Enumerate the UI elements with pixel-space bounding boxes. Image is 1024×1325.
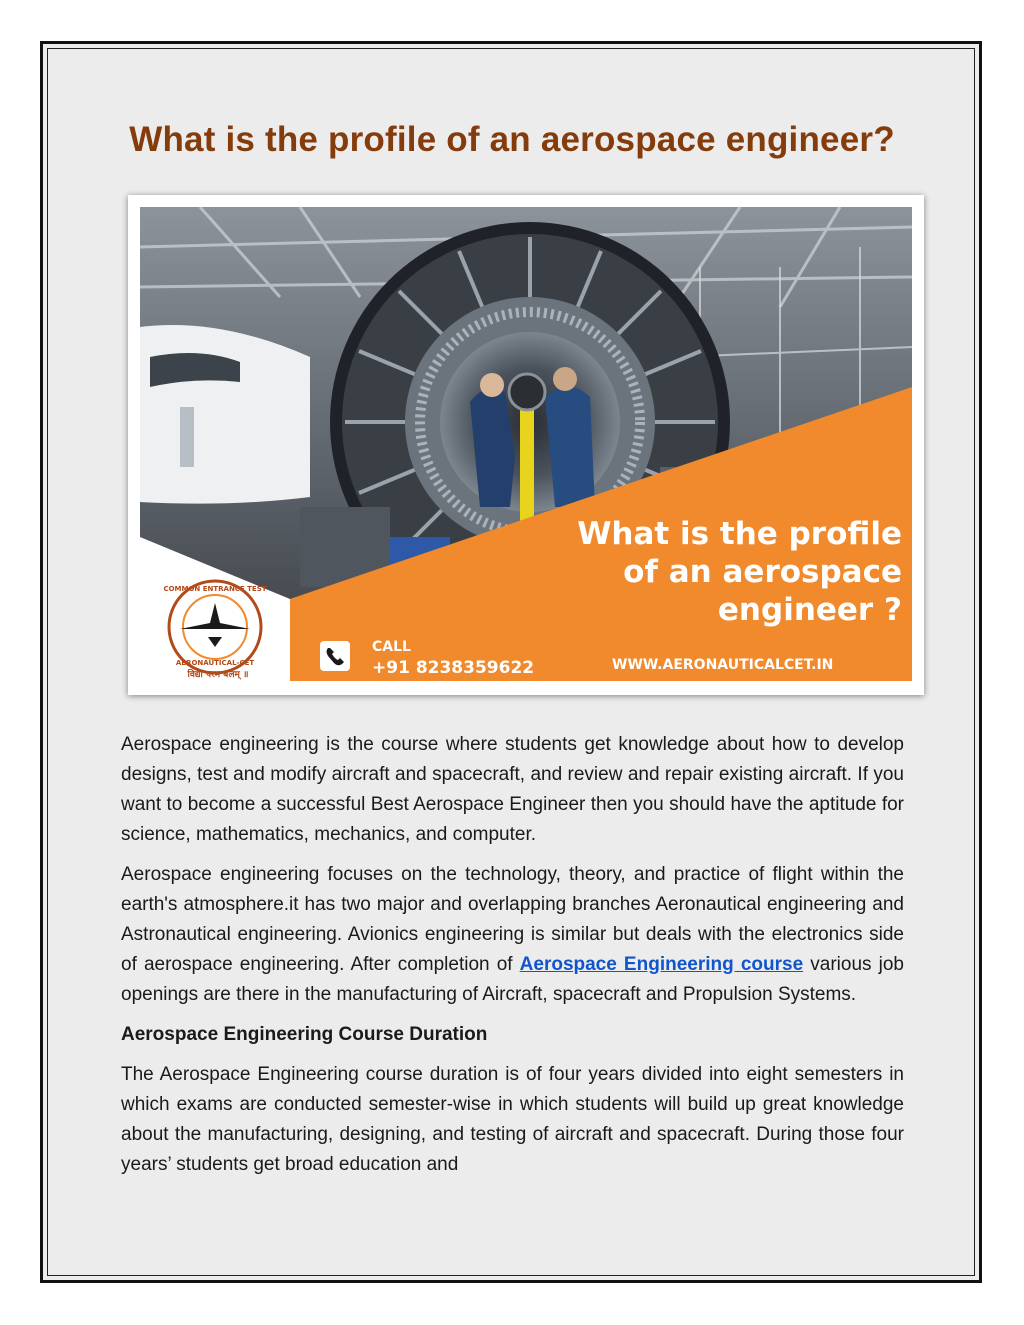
banner-phone: +91 8238359622 xyxy=(372,658,535,678)
section-heading-course-duration: Aerospace Engineering Course Duration xyxy=(121,1024,488,1045)
banner-call-label: CALL xyxy=(372,639,411,655)
phone-icon xyxy=(320,641,350,671)
paragraph-1: Aerospace engineering is the course where students get knowledge about how to develop designs, test and modify aircraft and spacecraft, and review and repair existing aircraft. If you want to become a successful Best Aerospace Engineer then you should have the aptitude for science, mathematics, mechanics, and computer. xyxy=(121,734,904,845)
paragraph-2 xyxy=(121,860,904,1010)
aerospace-engineering-course-link[interactable]: Aerospace Engineering course xyxy=(519,954,804,975)
logo-bottom-text: AERONAUTICAL-CET xyxy=(175,659,255,667)
hero-banner xyxy=(128,195,924,695)
paragraph-2-text-b: various job openings are there in the manufacturing of Aircraft, spacecraft and Propulsion Systems. xyxy=(121,954,904,1005)
hero-image xyxy=(140,207,912,681)
logo-motto: विद्या परम बलम् ॥ xyxy=(187,670,249,680)
banner-headline-line-3: engineer ? xyxy=(717,592,902,628)
paragraph-3: The Aerospace Engineering course duration is of four years divided into eight semesters in which exams are conducted semester-wise in which students will build up great knowledge about the manufacturing, designing, and testing of aircraft and spacecraft. During those four years’ students get broad education and xyxy=(121,1064,904,1175)
banner-headline-line-2: of an aerospace xyxy=(623,554,902,590)
page-title: What is the profile of an aerospace engineer? xyxy=(129,120,895,159)
banner-website: WWW.AERONAUTICALCET.IN xyxy=(612,657,834,673)
paragraph-2-text-a: Aerospace engineering focuses on the technology, theory, and practice of flight within the earth's atmosphere.it has two major and overlapping branches Aeronautical engineering and Astronautical engineering. Avionics engineering is similar but deals with the electronics side of aerospace engineering. After completion of xyxy=(121,864,904,975)
logo-top-text: COMMON ENTRANCE TEST xyxy=(163,585,267,593)
banner-headline-line-1: What is the profile xyxy=(577,516,902,552)
article-body xyxy=(121,730,904,1190)
